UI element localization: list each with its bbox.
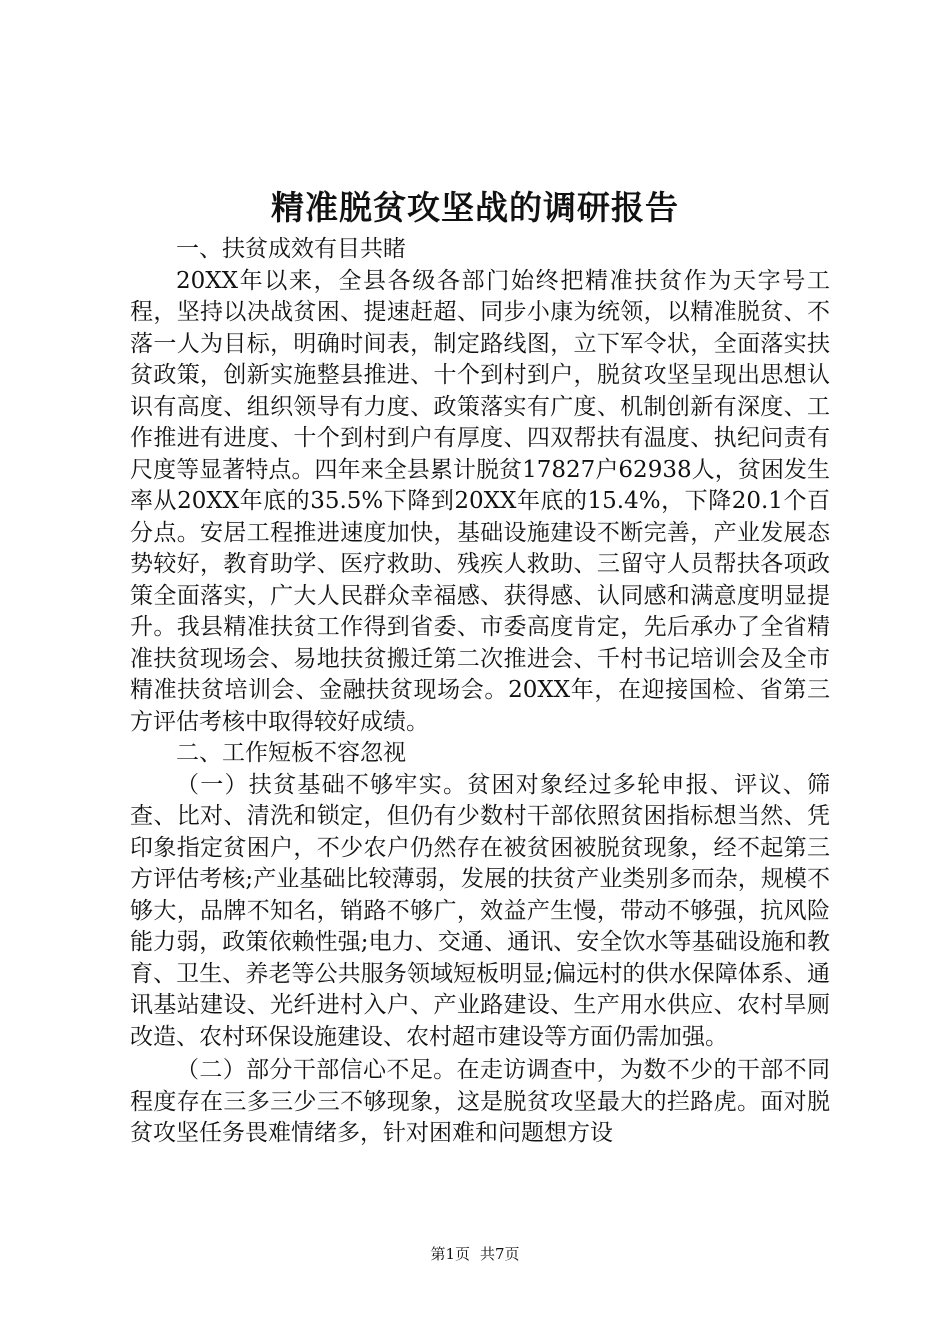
paragraph-achievements: 20XX年以来，全县各级各部门始终把精准扶贫作为天字号工程，坚持以决战贫困、提速赶超、同步小康为统领，以精准脱贫、不落一人为目标，明确时间表，制定路线图，立下军令状，全面落实扶贫政策，创新实施整县推进、十个到村到户，脱贫攻坚呈现出思想认识有高度、组织领导有力度、政策落实有广度、机制创新有深度、工作推进有进度、十个到村到户有厚度、四双帮扶有温度、执纪问责有尺度等显著特点。四年来全县累计脱贫17827户62938人，贫困发生率从20XX年底的35.5%下降到20XX年底的15.4%，下降20.1个百分点。安居工程推进速度加快，基础设施建设不断完善，产业发展态势较好，教育助学、医疗救助、残疾人救助、三留守人员帮扶各项政策全面落实，广大人民群众幸福感、获得感、认同感和满意度明显提升。我县精准扶贫工作得到省委、市委高度肯定，先后承办了全省精准扶贫现场会、易地扶贫搬迁第二次推进会、千村书记培训会及全市精准扶贫培训会、金融扶贫现场会。20XX年，在迎接国检、省第三方评估考核中取得较好成绩。 (130, 267, 830, 735)
page-title: 精准脱贫攻坚战的调研报告 (271, 188, 679, 227)
page-number: 第1页 (430, 1245, 470, 1263)
paragraph-weak-foundation: （一）扶贫基础不够牢实。贫困对象经过多轮申报、评议、筛查、比对、清洗和锁定，但仍有少数村干部依照贫困指标想当然、凭印象指定贫困户，不少农户仍然存在被贫困被脱贫现象，经不起第三方评估考核;产业基础比较薄弱，发展的扶贫产业类别多而杂，规模不够大，品牌不知名，销路不够广，效益产生慢，带动不够强，抗风险能力弱，政策依赖性强;电力、交通、通讯、安全饮水等基础设施和教育、卫生、养老等公共服务领域短板明显;偏远村的供水保障体系、通讯基站建设、光纤进村入户、产业路建设、生产用水供应、农村旱厕改造、农村环保设施建设、农村超市建设等方面仍需加强。 (130, 771, 830, 1050)
paragraph-cadre-confidence: （二）部分干部信心不足。在走访调查中，为数不少的干部不同程度存在三多三少三不够现象，这是脱贫攻坚最大的拦路虎。面对脱贫攻坚任务畏难情绪多，针对困难和问题想方设 (130, 1057, 830, 1146)
page-total: 共7页 (480, 1245, 520, 1263)
document-body (130, 234, 830, 1150)
section-heading-2: 二、工作短板不容忽视 (176, 740, 406, 766)
section-heading-1: 一、扶贫成效有目共睹 (176, 236, 406, 262)
page-footer (0, 1244, 950, 1264)
